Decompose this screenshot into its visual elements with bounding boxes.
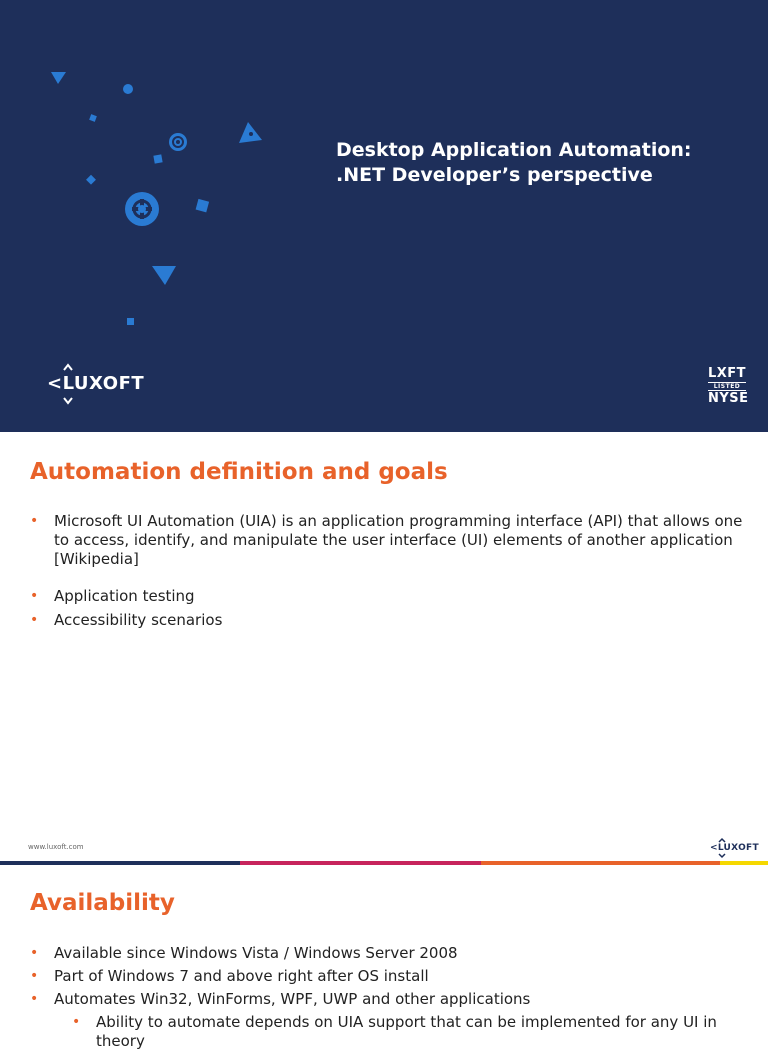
triangle-shape [51, 72, 66, 84]
chevron-up-icon [63, 362, 73, 372]
footer-stripe [0, 861, 768, 865]
chevron-down-icon [718, 853, 726, 858]
title-line-2: .NET Developer’s perspective [336, 164, 653, 186]
footer-logo [710, 838, 759, 858]
triangle-shape [152, 266, 176, 285]
stripe-segment-navy [0, 861, 240, 865]
bullet-text: Ability to automate depends on UIA support that can be implemented for any UI in theory [96, 1013, 717, 1050]
stripe-segment-orange [481, 861, 720, 865]
bullet-text: Microsoft UI Automation (UIA) is an application programming interface (API) that allows one to access, identify, and manipulate the user interface (UI) elements of another application [Wikipedia] [54, 512, 743, 568]
definition-slide [0, 432, 768, 864]
bullet-icon: • [72, 1014, 81, 1030]
list-item [30, 587, 750, 606]
bullet-icon: • [30, 588, 39, 604]
bullet-icon: • [30, 991, 39, 1007]
title-line-1: Desktop Application Automation: [336, 139, 692, 161]
nyse-badge [708, 366, 749, 406]
list-item [30, 512, 750, 569]
bullet-icon: • [30, 968, 39, 984]
slide-heading: Availability [30, 890, 175, 916]
bullet-text: Available since Windows Vista / Windows Server 2008 [54, 944, 458, 962]
stripe-segment-yellow [720, 861, 768, 865]
circle-shape [123, 84, 133, 94]
bullet-text: Automates Win32, WinForms, WPF, UWP and other applications [54, 990, 531, 1008]
bullet-icon: • [30, 612, 39, 628]
list-item [30, 990, 750, 1009]
badge-line-1: LXFT [708, 366, 747, 381]
bullet-text: Accessibility scenarios [54, 611, 223, 629]
stripe-segment-pink [240, 861, 481, 865]
square-shape [153, 154, 162, 163]
slide-title [336, 138, 692, 188]
bullet-text: Application testing [54, 587, 195, 605]
bullet-list [30, 944, 750, 1055]
bullet-icon: • [30, 513, 39, 529]
badge-line-2: LISTED [708, 382, 746, 391]
diamond-shape [86, 175, 96, 185]
square-shape [196, 199, 209, 212]
logo-text: <LUXOFT [47, 373, 145, 394]
list-item [30, 967, 750, 986]
decorative-shapes [0, 0, 320, 432]
sub-list-item [30, 1013, 750, 1051]
badge-line-3: NYSE [708, 391, 749, 406]
list-item [30, 944, 750, 963]
bullet-list [30, 512, 750, 630]
square-shape [127, 318, 134, 325]
diamond-shape [89, 114, 97, 122]
chevron-down-icon [63, 396, 73, 406]
settings-icon [169, 133, 187, 151]
list-item [30, 611, 750, 630]
footer-url: www.luxoft.com [28, 843, 84, 851]
slide-heading: Automation definition and goals [30, 459, 448, 485]
availability-slide [0, 866, 768, 1050]
bullet-icon: • [30, 945, 39, 961]
bullet-text: Part of Windows 7 and above right after OS install [54, 967, 429, 985]
gear-icon [125, 192, 159, 226]
title-slide [0, 0, 768, 432]
footer-logo-text: <LUXOFT [710, 843, 759, 853]
